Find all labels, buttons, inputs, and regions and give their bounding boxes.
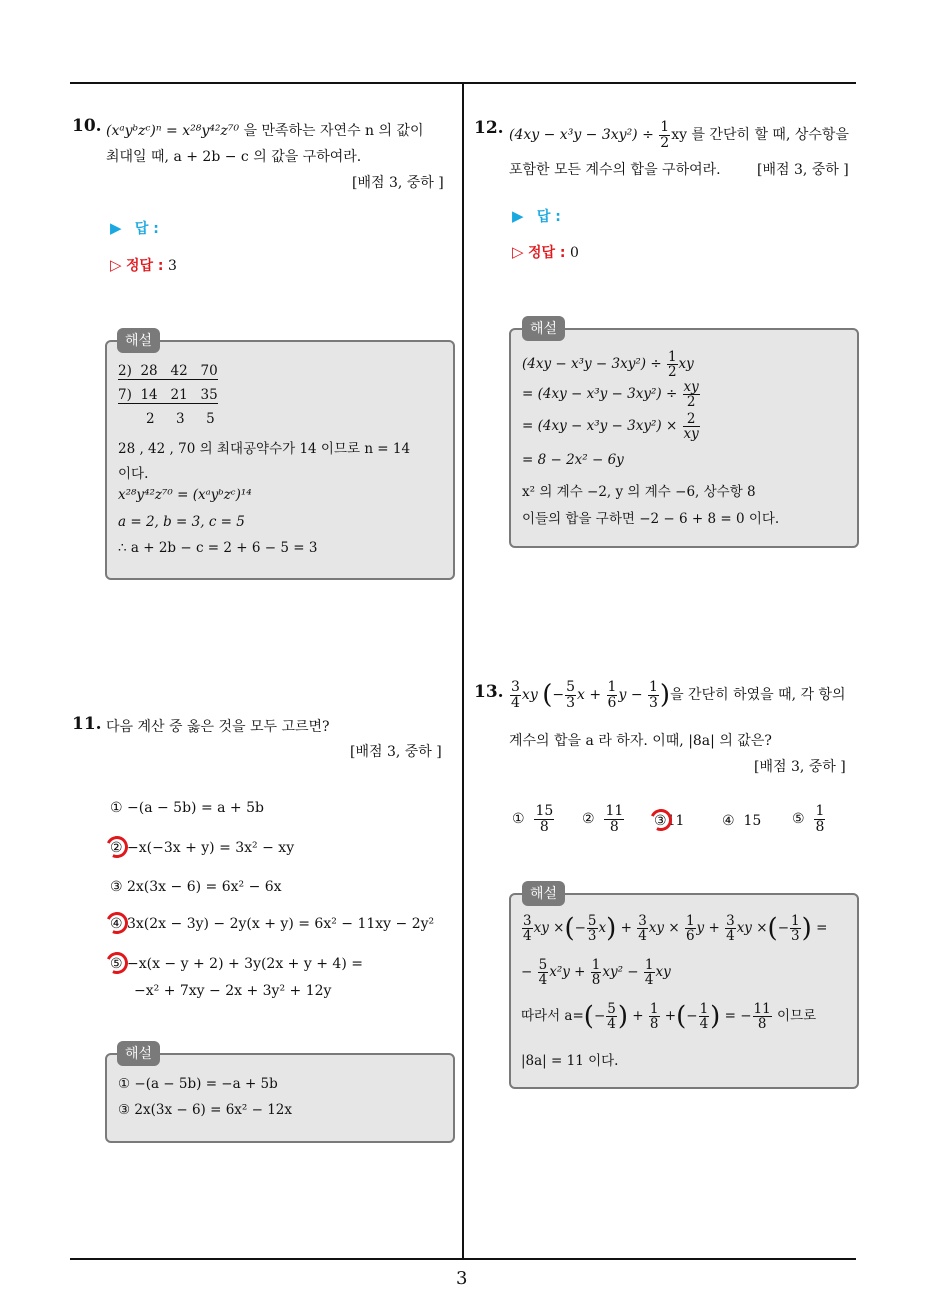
q12-expr-a: (4xy − x³y − 3xy²) ÷ bbox=[509, 127, 659, 144]
left-paren: ( bbox=[583, 1001, 594, 1032]
q13-sol-r1-f5 bbox=[725, 914, 736, 943]
q10-sol-l1-text: 2) 28 42 70 bbox=[118, 363, 218, 379]
right-paren: ) bbox=[617, 1001, 628, 1032]
q13-t2: x + bbox=[577, 687, 602, 704]
q11-option-5[interactable]: ⑤ −x(x − y + 2) + 3y(2x + y + 4) = bbox=[110, 956, 363, 972]
q10-answer-label: 답 : bbox=[134, 221, 159, 237]
q11-score: [배점 3, 중하 ] bbox=[350, 744, 442, 760]
q13-f1d: 4 bbox=[511, 694, 520, 711]
q13-sol-r3-f2n: 1 bbox=[649, 1001, 659, 1017]
q13-sol-r3-f1 bbox=[606, 1002, 617, 1031]
q13-sol-r3-f4d: 8 bbox=[757, 1016, 767, 1033]
q10-line1 bbox=[106, 120, 424, 140]
q12-sol-l4: = 8 − 2x² − 6y bbox=[522, 452, 624, 468]
q13-o2-mark: ② bbox=[582, 811, 595, 828]
page-number: 3 bbox=[456, 1268, 468, 1289]
q12-solution-tab: 해설 bbox=[522, 316, 565, 341]
q13-o3-value: 11 bbox=[666, 813, 685, 829]
q10-correct-value: 3 bbox=[167, 258, 177, 274]
q13-sol-r1-t2: xy bbox=[648, 920, 665, 937]
q13-option-4[interactable] bbox=[722, 813, 761, 829]
q13-sol-r2-f3 bbox=[644, 958, 655, 987]
q11-option-4[interactable]: ④ 3x(2x − 3y) − 2y(x + y) = 6x² − 11xy − 2y² bbox=[110, 916, 435, 932]
q13-t1: xy bbox=[521, 687, 538, 704]
q13-sol-r2-f2d: 8 bbox=[591, 972, 601, 989]
q13-o2-n: 11 bbox=[605, 803, 624, 819]
q10-correct-row bbox=[110, 255, 177, 275]
q12-sol-l3-fd: xy bbox=[683, 426, 699, 443]
q12-sol-l6: 이들의 합을 구하면 −2 − 6 + 8 = 0 이다. bbox=[522, 511, 780, 527]
play-triangle-icon: ▶ bbox=[110, 219, 122, 237]
q12-line2: 포함한 모든 계수의 합을 구하여라. bbox=[509, 162, 721, 178]
q13-sol-r1-f3d: 4 bbox=[638, 928, 647, 945]
q12-sol-l2-fn: xy bbox=[683, 379, 699, 395]
q13-sol-r1-f4n: 1 bbox=[685, 913, 695, 929]
q13-sol-r1-f5n: 3 bbox=[726, 913, 735, 929]
q12-sol-l5: x² 의 계수 −2, y 의 계수 −6, 상수항 8 bbox=[522, 484, 756, 500]
q13-sol-r2 bbox=[521, 958, 671, 987]
q13-sol-r2c: xy² − bbox=[602, 964, 639, 981]
q11-option-2[interactable]: ② −x(−3x + y) = 3x² − xy bbox=[110, 840, 295, 856]
q13-f3 bbox=[607, 680, 618, 710]
q11-solution-tab: 해설 bbox=[117, 1041, 160, 1066]
q11-selected-mark-2 bbox=[103, 833, 131, 861]
q13-o1-mark: ① bbox=[512, 811, 525, 828]
q13-sol-r3-f3 bbox=[699, 1002, 710, 1031]
q13-sol-r3-f2d: 8 bbox=[649, 1016, 659, 1033]
q10-correct-label: 정답 : bbox=[126, 258, 164, 274]
q12-correct-row bbox=[512, 242, 579, 262]
q13-solution-tab: 해설 bbox=[522, 881, 565, 906]
q13-sol-r3-f1n: 5 bbox=[607, 1001, 616, 1017]
q13-sol-r1-tail: = bbox=[816, 920, 828, 937]
left-paren: ( bbox=[767, 913, 778, 944]
q13-f4n: 1 bbox=[649, 679, 658, 695]
q13-sol-r3-f4n: 11 bbox=[753, 1001, 771, 1017]
q10-number: 10. bbox=[72, 116, 102, 136]
q11-number: 11. bbox=[72, 714, 102, 734]
q10-sol-l7: a = 2, b = 3, c = 5 bbox=[118, 514, 245, 530]
q11-sol-l2: ③ 2x(3x − 6) = 6x² − 12x bbox=[118, 1102, 293, 1118]
q13-option-1[interactable] bbox=[512, 804, 555, 834]
q11-option-5-cont: −x² + 7xy − 2x + 3y² + 12y bbox=[134, 983, 332, 999]
q13-sol-r1-f2d: 3 bbox=[587, 928, 597, 945]
q13-o1-d: 8 bbox=[539, 818, 549, 835]
q13-f2 bbox=[565, 680, 576, 710]
left-paren: ( bbox=[676, 1001, 687, 1032]
q10-solution-tab: 해설 bbox=[117, 328, 160, 353]
q13-sol-r3-f2 bbox=[649, 1002, 660, 1031]
q13-sol-r1-t1: xy bbox=[533, 920, 549, 937]
q12-correct-label: 정답 : bbox=[528, 245, 566, 261]
q11-selected-mark-4 bbox=[103, 909, 131, 937]
q13-sol-r2-f1d: 4 bbox=[538, 972, 548, 989]
q13-sol-r2d: xy bbox=[655, 964, 671, 981]
q11-text: 다음 계산 중 옳은 것을 모두 고르면? bbox=[106, 719, 330, 735]
q12-fraction bbox=[659, 120, 670, 150]
q13-sol-r2b: x²y + bbox=[549, 964, 586, 981]
q13-sol-r1-f3 bbox=[637, 914, 648, 943]
q12-sol-l2 bbox=[522, 380, 701, 409]
q11-sol-l1: ① −(a − 5b) = −a + 5b bbox=[118, 1076, 278, 1092]
q13-f1 bbox=[510, 680, 521, 710]
q13-sol-r1-f6n: 1 bbox=[791, 913, 800, 929]
q13-sol-r2a: − bbox=[521, 964, 533, 981]
q13-option-2[interactable] bbox=[582, 804, 625, 834]
q13-sol-r2-f2n: 1 bbox=[591, 957, 601, 973]
q12-frac-den: 2 bbox=[660, 134, 670, 151]
q13-sol-r3a: 따라서 a= bbox=[521, 1008, 584, 1025]
q13-sol-r1-f1n: 3 bbox=[523, 913, 532, 929]
q13-sol-r3: 따라서 a=(− $\frac{5}{4}$ ) + $\frac{1}{8}$ +(− $\frac{1}{4}$ ) = − $\frac{11}{8}$ 이므로 bbox=[521, 1001, 817, 1033]
q13-sol-r3-f1d: 4 bbox=[607, 1016, 616, 1033]
q13-sol-r1-f3n: 3 bbox=[638, 913, 647, 929]
q13-sol-r3-f3n: 1 bbox=[699, 1001, 709, 1017]
q11-option-3[interactable]: ③ 2x(3x − 6) = 6x² − 6x bbox=[110, 879, 282, 895]
q13-score: [배점 3, 중하 ] bbox=[754, 759, 846, 775]
bottom-rule bbox=[70, 1258, 856, 1260]
q12-answer-label: 답 : bbox=[536, 209, 561, 225]
q13-sol-r1-f2n: 5 bbox=[587, 913, 597, 929]
q13-sol-r1-f6 bbox=[790, 914, 801, 943]
q10-score: [배점 3, 중하 ] bbox=[352, 175, 444, 191]
q13-sol-r1-f4 bbox=[685, 914, 696, 943]
q12-sol-l3a: = (4xy − x³y − 3xy²) × bbox=[522, 418, 682, 435]
q13-sol-r3b: 이므로 bbox=[777, 1008, 817, 1025]
q11-selected-mark-5 bbox=[103, 949, 131, 977]
q11-option-1[interactable]: ① −(a − 5b) = a + 5b bbox=[110, 800, 264, 816]
q10-sol-l5: 이다. bbox=[118, 466, 149, 482]
q10-sol-l3: 2 3 5 bbox=[146, 411, 215, 427]
q12-sol-l3-frac bbox=[683, 412, 700, 441]
q10-sol-l2-text: 7) 14 21 35 bbox=[118, 387, 218, 403]
right-paren: ) bbox=[710, 1001, 721, 1032]
q13-sol-r2-f2 bbox=[591, 958, 602, 987]
q13-sol-r1-f4d: 6 bbox=[685, 928, 695, 945]
q13-o5-d: 8 bbox=[815, 818, 825, 835]
q13-tail: 을 간단히 하였을 때, 각 항의 bbox=[670, 687, 846, 704]
q13-sol-r3-f4 bbox=[753, 1002, 772, 1031]
play-triangle-icon: ▶ bbox=[512, 207, 524, 225]
q12-frac-num: 1 bbox=[660, 119, 670, 135]
q13-f3d: 6 bbox=[607, 694, 617, 711]
column-divider bbox=[462, 82, 464, 1259]
q13-line2: 계수의 합을 a 라 하자. 이때, |8a| 의 값은? bbox=[509, 733, 772, 749]
q13-f4d: 3 bbox=[649, 694, 658, 711]
right-paren: ) bbox=[801, 913, 812, 944]
q13-sol-r1-f2 bbox=[587, 914, 598, 943]
q13-sol-r2-f3n: 1 bbox=[644, 957, 654, 973]
q12-correct-value: 0 bbox=[569, 245, 579, 261]
q12-sol-l1-frac bbox=[667, 350, 678, 379]
q13-sol-r2-f1 bbox=[538, 958, 549, 987]
outline-triangle-icon: ▷ bbox=[512, 243, 524, 261]
q13-o5-frac bbox=[814, 804, 825, 834]
q12-number: 12. bbox=[474, 118, 504, 138]
q13-o3-mark: ③ bbox=[654, 813, 667, 829]
q13-o2-d: 8 bbox=[609, 818, 619, 835]
q13-line1: $\frac{3}{4}$ xy (− $\frac{5}{3}$ x + $\frac{1}{6}$ y − $\frac{1}{3}$ )을 간단히 하였을 때, 각 항의 bbox=[511, 679, 846, 711]
outline-triangle-icon: ▷ bbox=[110, 256, 122, 274]
q10-line2: 최대일 때, a + 2b − c 의 값을 구하여라. bbox=[106, 149, 362, 165]
left-paren: ( bbox=[542, 680, 553, 711]
q10-sol-l6: x²⁸y⁴²z⁷⁰ = (xᵃyᵇzᶜ)¹⁴ bbox=[118, 487, 252, 503]
q12-sol-l2-frac bbox=[683, 380, 700, 409]
q12-sol-l3-fn: 2 bbox=[683, 412, 700, 427]
q10-sol-l4: 28 , 42 , 70 의 최대공약수가 14 이므로 n = 14 bbox=[118, 441, 411, 457]
right-paren: ) bbox=[659, 680, 671, 711]
q13-sol-r2-f1n: 5 bbox=[538, 957, 548, 973]
q13-o4-value: 15 bbox=[743, 813, 762, 829]
right-paren: ) bbox=[606, 913, 617, 944]
q13-f4 bbox=[648, 680, 659, 710]
left-paren: ( bbox=[564, 913, 575, 944]
q10-sol-l8: ∴ a + 2b − c = 2 + 6 − 5 = 3 bbox=[118, 540, 318, 556]
q11-solution-box bbox=[105, 1053, 455, 1143]
q13-sol-r1-f1d: 4 bbox=[523, 928, 532, 945]
q13-f2n: 5 bbox=[566, 679, 575, 695]
q13-o5-n: 1 bbox=[815, 803, 825, 819]
q10-answer-row[interactable] bbox=[110, 218, 159, 238]
q12-answer-row[interactable] bbox=[512, 206, 561, 226]
q13-o1-n: 15 bbox=[535, 803, 554, 819]
q10-sol-l1 bbox=[118, 363, 218, 379]
q13-f1n: 3 bbox=[511, 679, 520, 695]
q13-t3: y − bbox=[618, 687, 643, 704]
q12-sol-l3 bbox=[522, 412, 701, 441]
q12-sol-l1 bbox=[522, 350, 694, 379]
q13-number: 13. bbox=[474, 682, 504, 702]
q12-sol-l1a: (4xy − x³y − 3xy²) ÷ bbox=[522, 356, 666, 373]
q12-sol-l2-fd: 2 bbox=[686, 394, 696, 411]
q13-sol-r1-f6d: 3 bbox=[791, 928, 800, 945]
q12-score: [배점 3, 중하 ] bbox=[757, 162, 849, 178]
q13-sol-r1-f5d: 4 bbox=[726, 928, 735, 945]
q13-o1-frac bbox=[534, 804, 554, 834]
q13-f3n: 1 bbox=[607, 679, 617, 695]
q10-expr: (xᵃyᵇzᶜ)ⁿ = x²⁸y⁴²z⁷⁰ bbox=[106, 123, 240, 139]
q13-sol-r1-t3: xy bbox=[736, 920, 752, 937]
q12-sol-l1-fd: 2 bbox=[667, 364, 677, 381]
q13-selected-mark-3 bbox=[647, 806, 675, 834]
q10-sol-l2 bbox=[118, 387, 218, 403]
q13-o4-mark: ④ bbox=[722, 813, 735, 829]
q12-sol-l2a: = (4xy − x³y − 3xy²) ÷ bbox=[522, 386, 682, 403]
q12-expr-b: xy 를 간단히 할 때, 상수항을 bbox=[671, 127, 849, 144]
q13-sol-r1: $\frac{3}{4}$ xy ×(− $\frac{5}{3}$ x) + $\frac{3}{4}$ xy × $\frac{1}{6}$ y + $\frac{3}{4}$ xy ×(− $\frac{1}{3}$ ) = bbox=[523, 913, 828, 945]
q12-sol-l1-fn: 1 bbox=[667, 349, 677, 365]
q12-line1 bbox=[509, 120, 849, 150]
q13-o2-frac bbox=[604, 804, 624, 834]
q13-sol-r1-f1 bbox=[522, 914, 533, 943]
q10-line1-text: 을 만족하는 자연수 n 의 값이 bbox=[239, 123, 424, 139]
q12-sol-l1b: xy bbox=[678, 356, 694, 373]
q13-sol-r2-f3d: 4 bbox=[644, 972, 654, 989]
q13-option-5[interactable] bbox=[792, 804, 826, 834]
q13-sol-r3-f3d: 4 bbox=[699, 1016, 709, 1033]
q13-f2d: 3 bbox=[566, 694, 575, 711]
q13-o5-mark: ⑤ bbox=[792, 811, 805, 828]
q13-sol-r4: |8a| = 11 이다. bbox=[521, 1053, 619, 1069]
